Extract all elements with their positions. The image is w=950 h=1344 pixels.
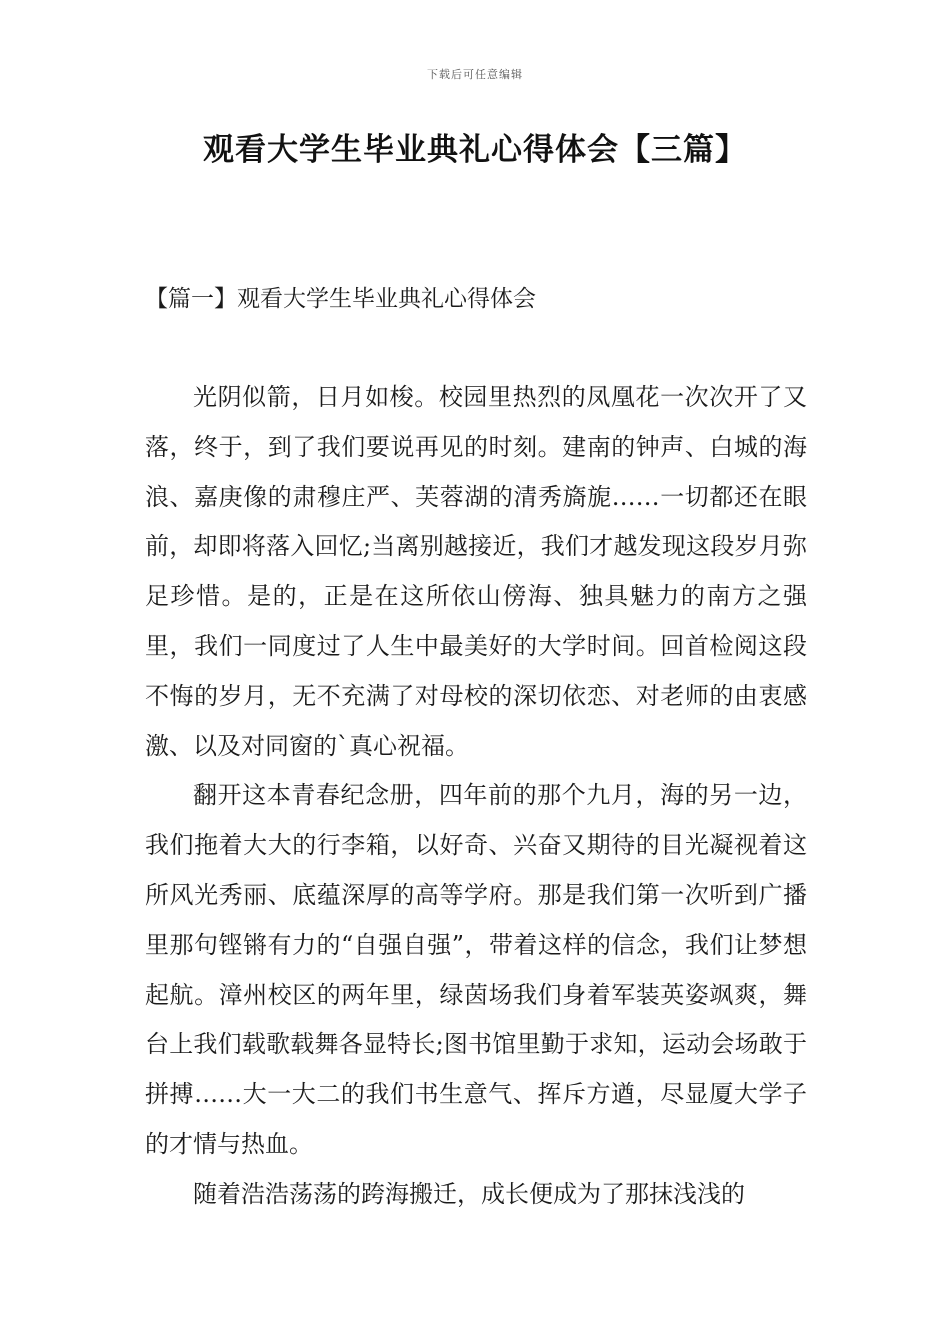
paragraph-3: 随着浩浩荡荡的跨海搬迁，成长便成为了那抹浅浅的 [193, 1179, 745, 1208]
paragraph-2: 翻开这本青春纪念册，四年前的那个九月，海的另一边，我们拖着大大的行李箱，以好奇、兴奋又期待的目光凝视着这所风光秀丽、底蕴深厚的高等学府。那是我们第一次听到广播里那句铿锵有力的“自强自强”，带着这样的信念，我们让梦想起航。漳州校区的两年里，绿茵场我们身着军装英姿飒爽，舞台上我们载歌载舞各显特长;图书馆里勤于求知，运动会场敢于拼搏……大一大二的我们书生意气、挥斥方遒，尽显厦大学子的才情与热血。 [145, 781, 807, 1158]
document-title: 观看大学生毕业典礼心得体会【三篇】 [203, 132, 747, 168]
paragraph-1: 光阴似箭，日月如梭。校园里热烈的凤凰花一次次开了又落，终于，到了我们要说再见的时刻。建南的钟声、白城的海浪、嘉庚像的肃穆庄严、芙蓉湖的清秀旖旎……一切都还在眼前，却即将落入回忆;当离别越接近，我们才越发现这段岁月弥足珍惜。是的，正是在这所依山傍海、独具魅力的南方之强里，我们一同度过了人生中最美好的大学时间。回首检阅这段不悔的岁月，无不充满了对母校的深切依恋、对老师的由衷感激、以及对同窗的`真心祝福。 [145, 383, 807, 760]
section-heading: 【篇一】观看大学生毕业典礼心得体会 [145, 286, 536, 312]
body-text [145, 373, 807, 1220]
header-note: 下载后可任意编辑 [427, 68, 523, 81]
